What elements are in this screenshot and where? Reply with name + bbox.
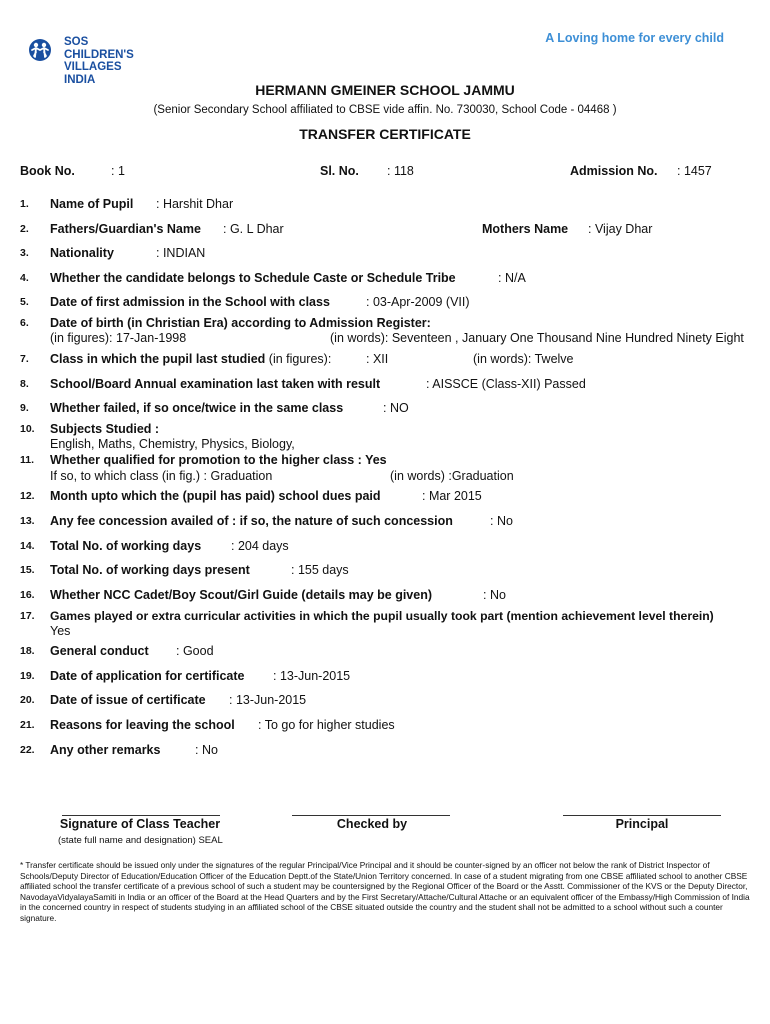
promotion-words: (in words) :Graduation <box>390 469 514 483</box>
checked-by-label: Checked by <box>336 817 408 831</box>
dob-words: (in words): Seventeen , January One Thousand Nine Hundred Ninety Eight <box>330 331 744 345</box>
principal-signature-line <box>563 815 721 816</box>
children-icon <box>28 38 60 62</box>
school-name: HERMANN GMEINER SCHOOL JAMMU <box>255 82 515 98</box>
logo-text: SOS CHILDREN'S VILLAGES INDIA <box>64 36 134 86</box>
promotion-figures: If so, to which class (in fig.) : Graduation <box>50 469 273 483</box>
principal-signature-label: Principal <box>615 817 669 831</box>
footnote: * Transfer certificate should be issued only under the signatures of the regular Principal/Vice Principal and it should be counter-signed by an officer not below the rank of District Inspector of Schools/Deputy Director of Education/Education Officer of the Education Deptt.of the State/Union Territory concerned. In case of a student migrating from one CBSE affiliated school to another CBSE affiliated school the transfer certificate of a previous school of such a student may be countersigned by the Regional Officer of the Board or the Asstt. Commissioner of the KVS or the Deputy Director, NavodayaVidyalayaSamiti in India or an officer of the Board at the Head Quarters and by the First Secretary/Attache/Cultural Attache or an equivalent officer of the Embassy/High Commission of India in the concerned country in respect of students studying in an affiliated school of the CBSE situated outside the country and the student shall not be admitted to a school without such a counter signature. <box>20 860 750 923</box>
tagline: A Loving home for every child <box>545 31 724 45</box>
sl-no-label: Sl. No. <box>320 164 359 178</box>
mothers-name-value: : Vijay Dhar <box>588 222 653 236</box>
subjects-list: English, Maths, Chemistry, Physics, Biology, <box>50 437 295 451</box>
dob-figures: (in figures): 17-Jan-1998 <box>50 331 187 345</box>
sl-no-value: : 118 <box>387 164 414 178</box>
admission-no-value: : 1457 <box>677 164 712 178</box>
affiliation-text: (Senior Secondary School affiliated to CBSE vide affin. No. 730030, School Code - 04468 ) <box>153 104 617 116</box>
book-no-value: : 1 <box>111 164 125 178</box>
teacher-signature-label: Signature of Class Teacher <box>59 817 221 831</box>
certificate-title: TRANSFER CERTIFICATE <box>299 126 471 142</box>
admission-no-label: Admission No. <box>570 164 658 178</box>
teacher-signature-line <box>62 815 220 816</box>
games-value: Yes <box>50 624 71 638</box>
teacher-signature-note: (state full name and designation) SEAL <box>58 835 223 846</box>
book-no-label: Book No. <box>20 164 75 178</box>
checked-by-line <box>292 815 450 816</box>
mothers-name-label: Mothers Name <box>482 222 569 236</box>
